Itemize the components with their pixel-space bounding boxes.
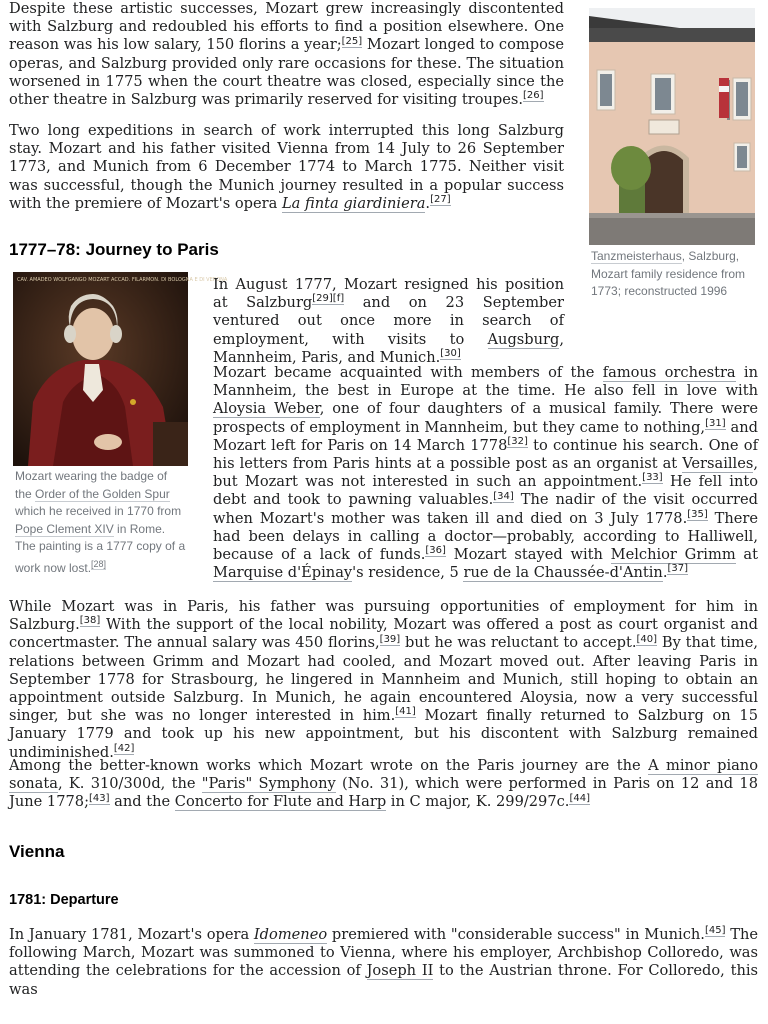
mozart-portrait[interactable] — [13, 272, 228, 466]
citation-32[interactable]: [32] — [507, 435, 528, 447]
link-paris-symphony[interactable]: "Paris" Symphony — [201, 775, 336, 793]
link-joseph-ii[interactable]: Joseph II — [366, 962, 434, 980]
portrait-illustration — [13, 272, 228, 466]
link-rue-chaussee-dantin[interactable]: rue de la Chaussée-d'Antin — [463, 564, 663, 582]
paragraph-idomeneo: In January 1781, Mozart's opera Idomeneo premiered with "considerable success" in Munich.[45] The following March, Mozart was summoned to Vienna, where his employer, Archbishop Colloredo, was attending the celebrations for the accession of Joseph II to the Austrian throne. For Colloredo, this was — [9, 925, 758, 998]
citation-30[interactable]: [30] — [440, 347, 461, 359]
citation-38[interactable]: [38] — [79, 615, 101, 627]
link-aloysia-weber[interactable]: Aloysia Weber — [213, 400, 320, 418]
citation-29-f[interactable]: [29][f] — [312, 293, 345, 305]
citation-28[interactable]: [28] — [91, 558, 107, 569]
citation-41[interactable]: [41] — [395, 706, 416, 718]
link-tanzmeisterhaus[interactable]: Tanzmeisterhaus — [591, 249, 682, 263]
link-la-finta-giardiniera[interactable]: La finta giardiniera — [281, 194, 426, 212]
link-order-golden-spur[interactable]: Order of the Golden Spur — [35, 486, 170, 501]
caption-portrait: Mozart wearing the badge of the Order of the Golden Spur which he received in 1770 from Pope Clement XIV in Rome. The painting is a 1777 copy of a work now lost.[28] — [15, 469, 186, 575]
paragraph-august-1777: In August 1777, Mozart resigned his position at Salzburg[29][f] and on 23 September ventured out once more in search of employment, with visits to Augsburg, Mannheim, Paris, and Munich.[30] — [213, 276, 564, 366]
citation-37[interactable]: [37] — [667, 563, 688, 575]
citation-35[interactable]: [35] — [687, 508, 708, 520]
link-melchior-grimm[interactable]: Melchior Grimm — [610, 546, 736, 564]
citation-26[interactable]: [26] — [523, 90, 544, 102]
citation-39[interactable]: [39] — [379, 633, 401, 645]
link-concerto-flute-harp[interactable]: Concerto for Flute and Harp — [174, 793, 387, 811]
paragraph-mannheim: Mozart became acquainted with members of the famous orchestra in Mannheim, the best in Europe at the time. He also fell in love with Aloysia Weber, one of four daughters of a musical family. There were prospects of employment in Mannheim, but they came to nothing,[31] and Mozart left for Paris on 14 March 1778[32] to continue his search. One of his letters from Paris hints at a possible post as an organist at Versailles, but Mozart was not interested in such an appointment.[33] He fell into debt and took to pawning valuables.[34] The nadir of the visit occurred when Mozart's mother was taken ill and died on 3 July 1778.[35] There had been delays in calling a doctor—probably, according to Halliwell, because of a lack of funds.[36] Mozart stayed with Melchior Grimm at Marquise d'Épinay's residence, 5 rue de la Chaussée-d'Antin.[37] — [213, 364, 758, 582]
citation-33[interactable]: [33] — [642, 472, 663, 484]
citation-31[interactable]: [31] — [705, 417, 726, 429]
citation-25[interactable]: [25] — [341, 35, 363, 47]
paragraph-father-pursuing: While Mozart was in Paris, his father was pursuing opportunities of employment for him in Salzburg.[38] With the support of the local nobility, Mozart was offered a post as court organist and concertmaster. The annual salary was 450 florins,[39] but he was reluctant to accept.[40] By that time, relations between Grimm and Mozart had cooled, and Mozart moved out. After leaving Paris in September 1778 for Strasbourg, he lingered in Mannheim and Munich, still hoping to obtain an appointment outside Salzburg. In Munich, he again encountered Aloysia, now a very successful singer, but she was no longer interested in him.[41] Mozart finally returned to Salzburg on 15 January 1779 and took up his new appointment, but his discontent with Salzburg remained undiminished.[42] — [9, 598, 758, 761]
paragraph-salary: Despite these artistic successes, Mozart grew increasingly discontented with Salzburg and redoubled his efforts to find a position elsewhere. One reason was his low salary, 150 florins a year;[25] Mozart longed to compose operas, and Salzburg provided only rare occasions for these. The situation worsened in 1775 when the court theatre was closed, especially since the other theatre in Salzburg was primarily reserved for visiting troupes.[26] — [9, 0, 564, 109]
heading-vienna: Vienna — [9, 842, 65, 861]
heading-journey-to-paris: 1777–78: Journey to Paris — [9, 240, 219, 259]
citation-43[interactable]: [43] — [88, 792, 110, 804]
link-versailles[interactable]: Versailles — [682, 455, 754, 473]
link-idomeneo[interactable]: Idomeneo — [253, 926, 328, 943]
link-famous-orchestra[interactable]: famous orchestra — [602, 364, 736, 381]
citation-42[interactable]: [42] — [113, 742, 135, 754]
citation-40[interactable]: [40] — [636, 633, 657, 645]
link-a-minor-piano-sonata[interactable]: A minor piano sonata — [9, 757, 758, 793]
citation-44[interactable]: [44] — [569, 792, 590, 804]
link-pope-clement-xiv[interactable]: Pope Clement XIV — [15, 521, 114, 536]
paragraph-expeditions: Two long expeditions in search of work interrupted this long Salzburg stay. Mozart and his father visited Vienna from 14 July to 26 September 1773, and Munich from 6 December 1774 to March 1775. Neither visit was successful, though the Munich journey resulted in a popular success with the premiere of Mozart's opera La finta giardiniera.[27] — [9, 122, 564, 212]
link-marquise-depinay[interactable]: Marquise d'Épinay — [213, 564, 353, 582]
citation-34[interactable]: [34] — [493, 490, 514, 502]
heading-1781-departure: 1781: Departure — [9, 892, 119, 908]
painting-inscription: CAV. AMADEO WOLFGANGO MOZART ACCAD. FILARMON. DI BOLOGNA E DI VERONA — [17, 277, 228, 283]
tanzmeisterhaus-photo[interactable] — [589, 8, 755, 245]
citation-45[interactable]: [45] — [704, 925, 726, 937]
citation-36[interactable]: [36] — [425, 545, 446, 557]
caption-tanzmeisterhaus: Tanzmeisterhaus, Salzburg, Mozart family residence from 1773; reconstructed 1996 — [591, 249, 746, 298]
link-augsburg[interactable]: Augsburg — [487, 330, 560, 348]
paragraph-paris-works: Among the better-known works which Mozart wrote on the Paris journey are the A minor piano sonata, K. 310/300d, the "Paris" Symphony (No. 31), which were performed in Paris on 12 and 18 June 1778;[43] and the Concerto for Flute and Harp in C major, K. 299/297c.[44] — [9, 757, 758, 811]
house-illustration — [589, 8, 755, 245]
citation-27[interactable]: [27] — [430, 193, 451, 205]
